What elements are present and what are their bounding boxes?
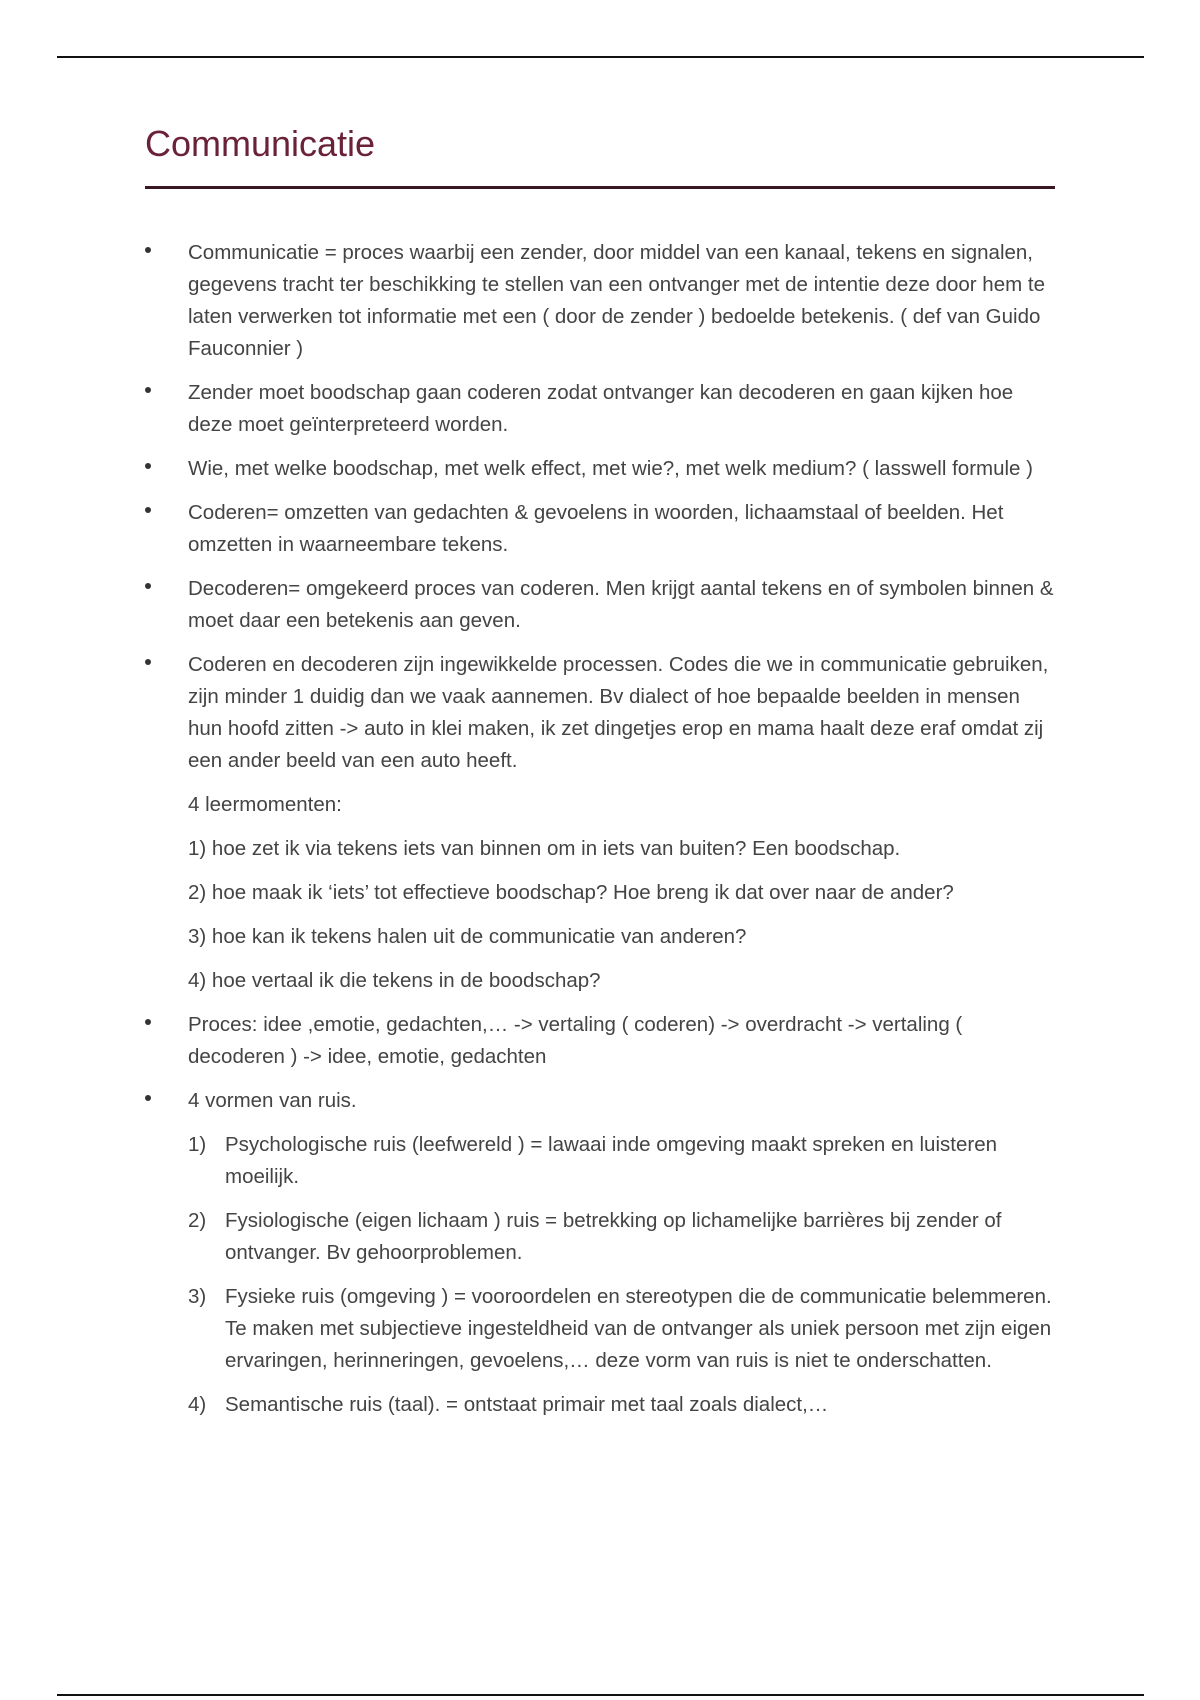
list-item [145,649,1055,777]
list-item-text: 4 vormen van ruis. [188,1089,357,1112]
bullet-icon [145,583,151,589]
list-item-text: Communicatie = proces waarbij een zender, door middel van een kanaal, tekens en signalen, gegevens tracht ter beschikking te stellen van een ontvanger met de intentie deze door hem te laten verwerken tot informatie met een ( door de zender ) bedoelde betekenis. ( def van Guido Fauconnier ) [188,241,1045,360]
list-item-text: Wie, met welke boodschap, met welk effect, met wie?, met welk medium? ( lasswell formule ) [188,457,1033,480]
page-top-rule [57,56,1144,58]
ruis-number: 3) [188,1285,207,1308]
bullet-icon [145,507,151,513]
list-item-text: Coderen= omzetten van gedachten & gevoelens in woorden, lichaamstaal of beelden. Het omzetten in waarneembare tekens. [188,501,1004,556]
ruis-list [188,1129,1055,1421]
ruis-item [188,1205,1055,1269]
list-item [145,1085,1055,1117]
list-item [145,497,1055,561]
bullet-icon [145,247,151,253]
bullet-icon [145,1019,151,1025]
ruis-item [188,1389,1055,1421]
list-item [145,377,1055,441]
leermoment-item: 4) hoe vertaal ik die tekens in de boodschap? [188,969,601,992]
list-item-text: Coderen en decoderen zijn ingewikkelde processen. Codes die we in communicatie gebruiken, zijn minder 1 duidig dan we vaak aannemen. Bv dialect of hoe bepaalde beelden in mensen hun hoofd zitten -> auto in klei maken, ik zet dingetjes erop en mama haalt deze eraf omdat zij een ander beeld van een auto heeft. [188,653,1049,772]
list-item-text: Zender moet boodschap gaan coderen zodat ontvanger kan decoderen en gaan kijken hoe deze moet geïnterpreteerd worden. [188,381,1014,436]
leermoment-item: 3) hoe kan ik tekens halen uit de communicatie van anderen? [188,925,747,948]
ruis-text: Semantische ruis (taal). = ontstaat primair met taal zoals dialect,… [225,1393,829,1416]
leermoment-item: 1) hoe zet ik via tekens iets van binnen om in iets van buiten? Een boodschap. [188,837,901,860]
bullet-icon [145,1095,151,1101]
ruis-item [188,1129,1055,1193]
list-item [145,573,1055,637]
ruis-number: 2) [188,1209,207,1232]
document-body [145,118,1055,1433]
list-item [145,453,1055,485]
leermoment-item: 2) hoe maak ik ‘iets’ tot effectieve boodschap? Hoe breng ik dat over naar de ander? [188,881,954,904]
ruis-text: Fysiologische (eigen lichaam ) ruis = betrekking op lichamelijke barrières bij zender of ontvanger. Bv gehoorproblemen. [225,1209,1002,1264]
ruis-text: Psychologische ruis (leefwereld ) = lawaai inde omgeving maakt spreken en luisteren moeilijk. [225,1133,997,1188]
list-item-text: Decoderen= omgekeerd proces van coderen. Men krijgt aantal tekens en of symbolen binnen & moet daar een betekenis aan geven. [188,577,1054,632]
bullet-icon [145,387,151,393]
bullet-list [145,237,1055,777]
list-item [145,1009,1055,1073]
leermomenten-heading: 4 leermomenten: [188,793,342,816]
leermomenten-section [188,789,1055,997]
ruis-item [188,1281,1055,1377]
ruis-number: 4) [188,1393,207,1416]
list-item [145,237,1055,365]
page-title: Communicatie [145,123,376,164]
bullet-icon [145,463,151,469]
ruis-text: Fysieke ruis (omgeving ) = vooroordelen en stereotypen die de communicatie belemmeren. Te maken met subjectieve ingesteldheid van de ontvanger als uniek persoon met zijn eigen ervaringen, herinneringen, gevoelens,… deze vorm van ruis is niet te onderschatten. [225,1285,1052,1372]
title-underline [145,186,1055,189]
ruis-number: 1) [188,1133,207,1156]
bullet-icon [145,659,151,665]
bullet-list-2 [145,1009,1055,1117]
list-item-text: Proces: idee ,emotie, gedachten,… -> vertaling ( coderen) -> overdracht -> vertaling ( decoderen ) -> idee, emotie, gedachten [188,1013,963,1068]
page-bottom-rule [57,1694,1144,1696]
